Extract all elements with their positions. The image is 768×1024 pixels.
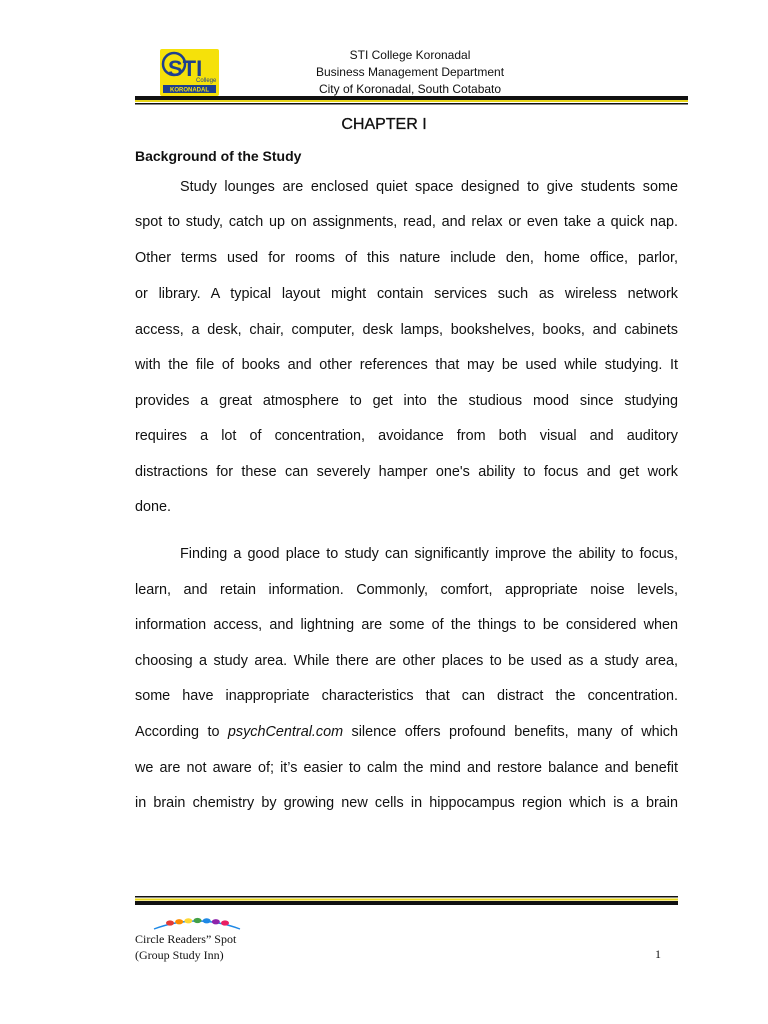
letterhead — [225, 47, 595, 98]
paragraph-line: we are not aware of; it’s easier to calm the mind and restore balance and benefit — [135, 760, 678, 776]
logo-dot — [194, 918, 202, 923]
logo-dot — [184, 918, 192, 923]
footer-rule — [135, 896, 678, 906]
logo-dot — [203, 918, 211, 923]
paragraph-line: access, a desk, chair, computer, desk lamps, bookshelves, books, and cabinets — [135, 322, 678, 338]
paragraph-line: Finding a good place to study can significantly improve the ability to focus, — [180, 546, 678, 562]
paragraph-line-citation — [135, 722, 678, 742]
paragraph-line: requires a lot of concentration, avoidance from both visual and auditory — [135, 428, 678, 444]
paragraph-line: learn, and retain information. Commonly, comfort, appropriate noise levels, — [135, 582, 678, 598]
paragraph-line: or library. A typical layout might contain services such as wireless network — [135, 286, 678, 302]
chapter-title: CHAPTER I — [341, 116, 427, 133]
paragraph-line: done. — [135, 499, 172, 515]
paragraph-line: choosing a study area. While there are other places to be used as a study area, — [135, 653, 678, 669]
paragraph-line: in brain chemistry by growing new cells in hippocampus region which is a brain — [135, 795, 678, 811]
circle-readers-logo — [150, 917, 245, 931]
footer-title: Circle Readers” Spot — [135, 932, 237, 946]
sti-logo — [160, 49, 219, 96]
department-name: Business Management Department — [315, 65, 505, 79]
school-location: City of Koronadal, South Cotabato — [318, 82, 502, 96]
paragraph-line: Other terms used for rooms of this nature include den, home office, parlor, — [135, 250, 678, 266]
paragraph-line: some have inappropriate characteristics that can distract the concentration. — [135, 688, 678, 704]
logo-city: KORONADAL — [170, 87, 209, 94]
footer-brand — [135, 931, 236, 963]
logo-dot — [212, 919, 220, 924]
page-number: 1 — [655, 947, 661, 961]
citation-prefix: According to — [135, 724, 228, 740]
paragraph-line: with the file of books and other references that may be used while studying. It — [135, 357, 678, 373]
header-rule — [135, 96, 688, 106]
citation-suffix: silence offers profound benefits, many of which — [343, 724, 678, 740]
logo-brand: STI — [168, 56, 203, 81]
logo-dot — [175, 919, 183, 924]
logo-sub: College — [196, 78, 217, 84]
school-name: STI College Koronadal — [349, 48, 471, 62]
logo-dot — [221, 920, 229, 925]
paragraph-line: information access, and lightning are some of the things to be considered when — [135, 617, 678, 633]
section-heading: Background of the Study — [135, 148, 302, 164]
paragraph-line: Study lounges are enclosed quiet space designed to give students some — [180, 179, 678, 195]
footer-subtitle: (Group Study Inn) — [135, 948, 224, 962]
paragraph-line: provides a great atmosphere to get into the studious mood since studying — [135, 393, 678, 409]
citation-source: psychCentral.com — [227, 724, 344, 740]
paragraph-line: spot to study, catch up on assignments, read, and relax or even take a quick nap. — [135, 214, 678, 230]
paragraph-line: distractions for these can severely hamper one's ability to focus and get work — [135, 464, 678, 480]
logo-dot — [166, 920, 174, 925]
